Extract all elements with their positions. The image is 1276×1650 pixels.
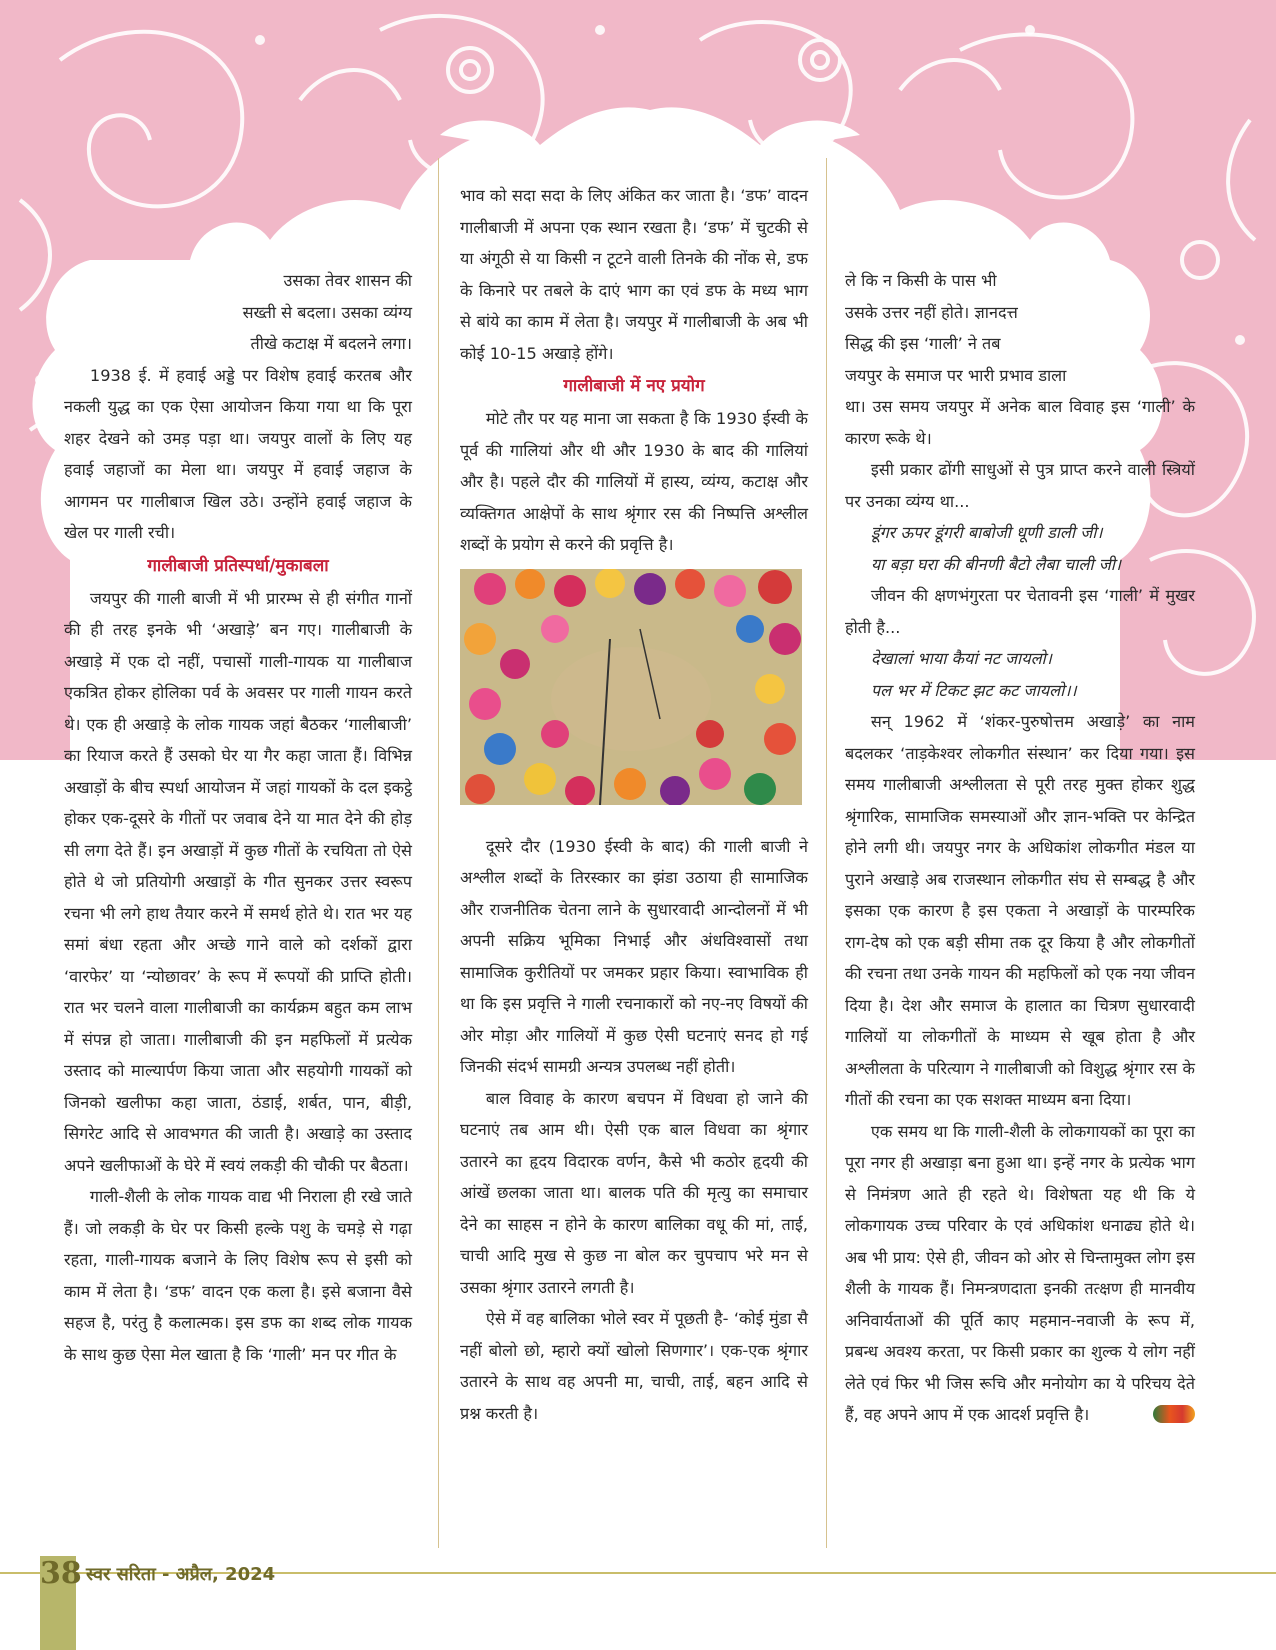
paragraph: ऐसे में वह बालिका भोले स्वर में पूछती है- ‘कोई मुंडा सै नहीं बोलो छो, म्हारो क्यों खोलो सिणगार’। एक-एक श्रृंगार उतारने के साथ वह अपनी मा, चाची, ताई, बहन आदि से प्रश्न करती है। <box>460 1309 808 1423</box>
paragraph: जीवन की क्षणभंगुरता पर चेतावनी इस ‘गाली’ में मुखर होती है... <box>845 586 1195 637</box>
magazine-issue: स्वर सरिता - अप्रैल, 2024 <box>86 1564 276 1585</box>
paragraph: मोटे तौर पर यह माना जा सकता है कि 1930 ईस्वी के पूर्व की गालियां और थी और 1930 के बाद की गालियां और है। पहले दौर की गालियों में हास्य, व्यंग्य, कटाक्ष और व्यक्तिगत आक्षेपों के साथ श्रृंगार रस की निष्पत्ति अश्लील शब्दों के प्रयोग से करने की प्रवृत्ति है। <box>460 409 808 554</box>
page-number: 38 <box>40 1556 82 1591</box>
intro-line: सख्ती से बदला। उसका व्यंग्य <box>242 302 412 322</box>
intro-line: सिद्ध की इस ‘गाली’ ने तब <box>845 334 1001 353</box>
column-left <box>64 265 412 1370</box>
verse-line: पल भर में टिकट झट कट जायलो।। <box>870 680 1077 700</box>
paragraph: सन् 1962 में ‘शंकर-पुरुषोत्तम अखाड़े’ का नाम बदलकर ‘ताड़केश्वर लोकगीत संस्थान’ कर दिया गया। इस समय गालीबाजी अश्लीलता से पूरी तरह मुक्त होकर शुद्ध श्रृंगारिक, सामाजिक समस्याओं और ज्ञान-भक्ति पर केन्द्रित होने लगी थी। जयपुर नगर के अधिकांश लोकगीत मंडल या पुराने अखाड़े अब राजस्थान लोकगीत संघ से सम्बद्ध है और इसका एक कारण है इस एकता ने अखाड़ों के पारम्परिक राग-देष को एक बड़ी सीमा तक दूर किया है और लोकगीतों की रचना तथा उनके गायन की महफिलों को एक नया जीवन दिया है। देश और समाज के हालात का चित्रण सुधारवादी गालियों या लोकगीतों के माध्यम से खूब होता है और अश्लीलता के परित्याग ने गालीबाजी को विशुद्ध श्रृंगार रस के गीतों की रचना का एक सशक्त माध्यम बना दिया। <box>845 712 1195 1109</box>
paragraph: जयपुर की गाली बाजी में भी प्रारम्भ से ही संगीत गानों की ही तरह इनके भी ‘अखाड़े’ बन गए। गालीबाजी के अखाड़े में एक दो नहीं, पचासों गाली-गायक या गालीबाज एकत्रित होकर होलिका पर्व के अवसर पर गाली गायन करते थे। एक ही अखाड़े के लोक गायक जहां बैठकर ‘गालीबाजी’ का रियाज करते हैं उसको घेर या गैर कहा जाता हैं। विभिन्न अखाड़ों के बीच स्पर्धा आयोजन में जहां गायकों के दल इकट्ठे होकर एक-दूसरे के गीतों पर जवाब देने या मात देने की होड़ सी लगा देते हैं। इन अखाड़ों में कुछ गीतों के रचयिता तो ऐसे होते थे जो प्रतियोगी अखाड़ों के गीत सुनकर उत्तर स्वरूप रचना भी लगे हाथ तैयार करने में समर्थ होते थे। रात भर यह समां बंधा रहता और अच्छे गाने वाले को दर्शकों द्वारा ‘वारफेर’ या ‘न्योछावर’ के रूप में रूपयों की प्राप्ति होती। रात भर चलने वाला गालीबाजी का कार्यक्रम बहुत कम लाभ में संपन्न हो जाता। गालीबाजी की इन महफिलों में प्रत्येक उस्ताद को माल्यार्पण किया जाता और सहयोगी गायकों को जिनको खलीफा कहा जाता, ठंडाई, शर्बत, पान, बीड़ी, सिगरेट आदि से आवभगत की जाती है। अखाड़े का उस्ताद अपने खलीफाओं के घेरे में स्वयं लकड़ी की चौकी पर बैठता। <box>64 588 412 1175</box>
verse-line: या बड़ा घरा की बीनणी बैटो लैबा चाली जी। <box>870 554 1122 574</box>
section-heading: गालीबाजी प्रतिस्पर्धा/मुकाबला <box>147 555 329 576</box>
intro-line: ले कि न किसी के पास भी <box>845 271 997 290</box>
column-middle <box>460 180 808 1429</box>
paragraph: बाल विवाह के कारण बचपन में विधवा हो जाने की घटनाएं तब आम थी। ऐसी एक बाल विधवा का श्रृंगार उतारने का हृदय विदारक वर्णन, कैसे भी कठोर हृदयी की आंखें छलका जाता था। बालक पति की मृत्यु का समाचार देने का साहस न होने के कारण बालिका वधू की मां, ताई, चाची आदि मुख से कुछ ना बोल कर चुपचाप भरे मन से उसका श्रृंगार उतारने लगती है। <box>460 1088 808 1297</box>
intro-line: जयपुर के समाज पर भारी प्रभाव डाला <box>845 365 1067 385</box>
paragraph: दूसरे दौर (1930 ईस्वी के बाद) की गाली बाजी ने अश्लील शब्दों के तिरस्कार का झंडा उठाया ही सामाजिक और राजनीतिक चेतना लाने के सुधारवादी आन्दोलनों में भी अपनी सक्रिय भूमिका निभाई और अंधविश्वासों तथा सामाजिक कुरीतियों पर जमकर प्रहार किया। स्वाभाविक ही था कि इस प्रवृत्ति ने गाली रचनाकारों को नए-नए विषयों की ओर मोड़ा और गालियों में कुछ ऐसी घटनाएं सनद हो गई जिनकी संदर्भ सामग्री अन्यत्र उपलब्ध नहीं होती। <box>460 836 808 1076</box>
column-divider <box>826 158 827 1548</box>
intro-line: तीखे कटाक्ष में बदलने लगा। <box>250 334 412 353</box>
paragraph <box>845 1116 1195 1431</box>
intro-line: उसका तेवर शासन की <box>283 271 412 290</box>
paragraph: इसी प्रकार ढोंगी साधुओं से पुत्र प्राप्त करने वाली स्त्रियों पर उनका व्यंग्य था... <box>845 460 1195 511</box>
verse-line: देखालां भाया कैयां नट जायलो। <box>870 649 1052 668</box>
paragraph: भाव को सदा सदा के लिए अंकित कर जाता है। ‘डफ’ वादन गालीबाजी में अपना एक स्थान रखता है। ‘डफ’ में चुटकी से या अंगूठी से या किसी न टूटने वाली तिनके की नोंक से, डफ के किनारे पर तबले के दाएं भाग का एवं डफ के मध्य भाग से बांये का काम में लेता है। जयपुर में गालीबाजी के अब भी कोई 10-15 अखाड़े होंगे। <box>460 186 808 363</box>
article-end-icon <box>1153 1405 1195 1423</box>
verse-line: डूंगर ऊपर डूंगरी बाबोजी धूणी डाली जी। <box>870 523 1103 542</box>
paragraph: 1938 ई. में हवाई अड्डे पर विशेष हवाई करतब और नकली युद्ध का एक ऐसा आयोजन किया गया था कि पूरा शहर देखने को उमड़ पड़ा था। जयपुर वालों के लिए यह हवाई जहाजों का मेला था। जयपुर में हवाई जहाज के आगमन पर गालीबाज खिल उठे। उन्होंने हवाई जहाज के खेल पर गाली रची। <box>64 365 412 542</box>
festival-photo <box>460 569 802 805</box>
intro-line: उसके उत्तर नहीं होते। ज्ञानदत्त <box>845 302 1018 322</box>
section-heading: गालीबाजी में नए प्रयोग <box>563 376 705 396</box>
column-right <box>845 265 1195 1431</box>
paragraph-text: एक समय था कि गाली-शैली के लोकगायकों का पूरा का पूरा नगर ही अखाड़ा बना हुआ था। इन्हें नगर के प्रत्येक भाग से निमंत्रण आते ही रहते थे। विशेषता यह थी कि ये लोकगायक उच्च परिवार के एवं अधिकांश धनाढ्य होते थे। अब भी प्राय: ऐसे ही, जीवन को ओर से चिन्तामुक्त लोग इस शैली के गायक हैं। निमन्त्रणदाता इनकी तत्क्षण ही मानवीय अनिवार्यताओं की पूर्ति काए महमान-नवाजी के रूप में, प्रबन्ध अवश्य करता, पर किसी प्रकार का शुल्क ये लोग नहीं लेते एवं फिर भी जिस रूचि और मनोयोग का ये परिचय देते हैं, वह अपने आप में एक आदर्श प्रवृत्ति है। <box>845 1121 1195 1424</box>
column-divider <box>438 158 439 1548</box>
paragraph: गाली-शैली के लोक गायक वाद्य भी निराला ही रखे जाते हैं। जो लकड़ी के घेर पर किसी हल्के पशु के चमड़े से गढ़ा रहता, गाली-गायक बजाने के लिए विशेष रूप से इसी को काम में लेता है। ‘डफ’ वादन एक कला है। इसे बजाना वैसे सहज है, परंतु है कलात्मक। इस डफ का शब्द लोक गायक के साथ कुछ ऐसा मेल खाता है कि ‘गाली’ मन पर गीत के <box>64 1187 412 1364</box>
paragraph: था। उस समय जयपुर में अनेक बाल विवाह इस ‘गाली’ के कारण रूके थे। <box>845 397 1195 448</box>
